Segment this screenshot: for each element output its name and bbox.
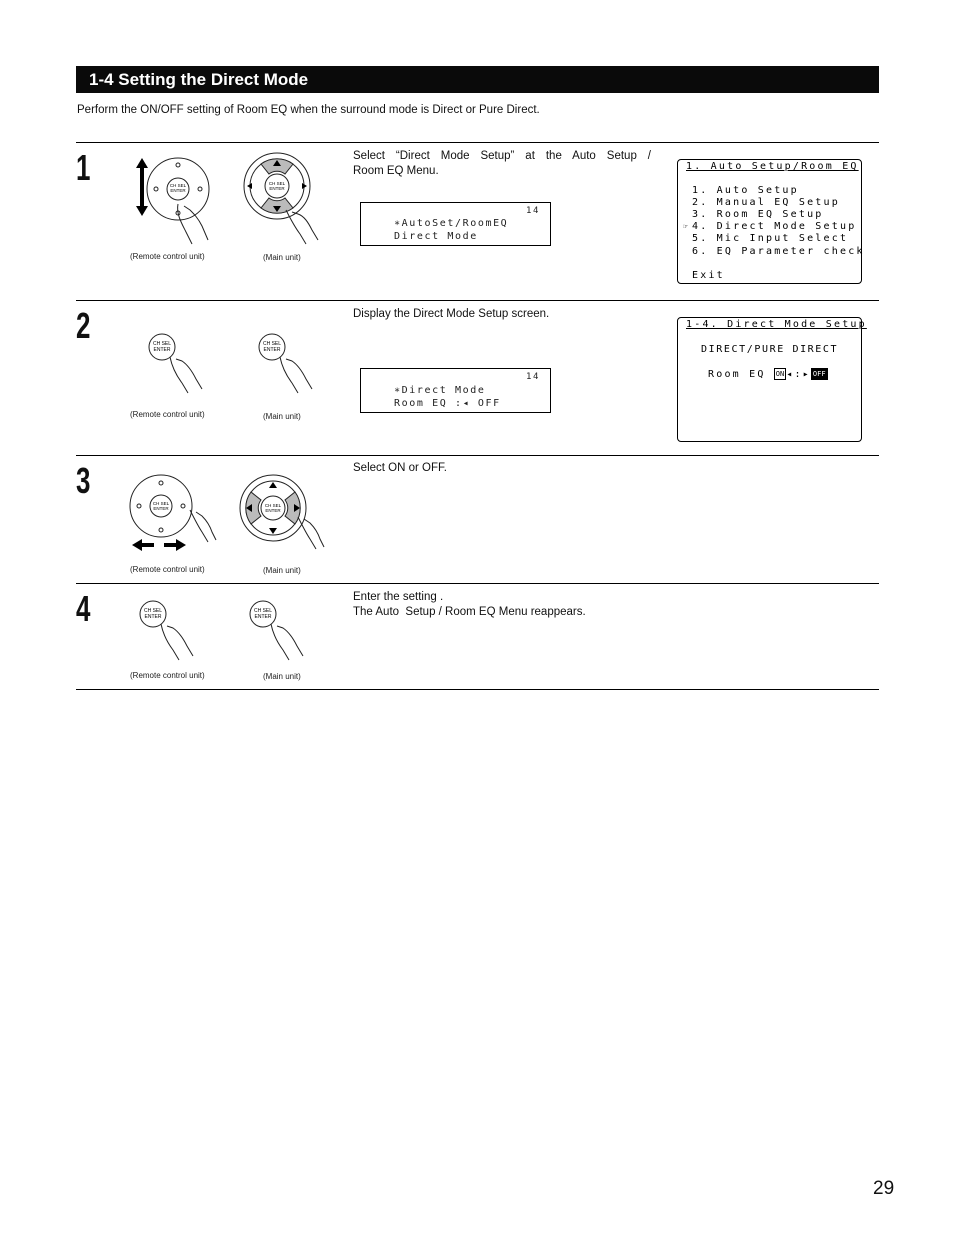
osd-menu-auto-setup bbox=[677, 159, 865, 284]
divider bbox=[76, 142, 879, 143]
display-number: 14 bbox=[525, 206, 540, 216]
button-label: ENTER bbox=[265, 508, 281, 513]
button-label: ENTER bbox=[170, 188, 186, 193]
main-unit-illustration bbox=[238, 473, 338, 573]
button-label: CH SEL bbox=[253, 608, 273, 614]
up-down-arrow-icon bbox=[136, 158, 148, 216]
osd-item: 5. Mic Input Select bbox=[692, 233, 849, 244]
button-label: ENTER bbox=[153, 347, 171, 353]
left-right-arrow-icon bbox=[132, 539, 186, 551]
main-enter-illustration bbox=[241, 592, 321, 672]
step-description: Display the Direct Mode Setup screen. bbox=[353, 308, 550, 320]
divider bbox=[76, 300, 879, 301]
front-display bbox=[360, 368, 551, 413]
button-label: ENTER bbox=[144, 614, 162, 620]
page-number: 29 bbox=[873, 1178, 895, 1199]
step-description: The Auto Setup / Room EQ Menu reappears. bbox=[353, 606, 586, 618]
button-label: ENTER bbox=[269, 186, 285, 191]
selector-arrows-icon: ◂:▸ bbox=[786, 369, 811, 380]
step-number: 1 bbox=[76, 147, 91, 188]
caption-remote: (Remote control unit) bbox=[130, 565, 205, 574]
divider bbox=[76, 689, 879, 690]
button-label: CH SEL bbox=[264, 503, 282, 508]
remote-control-illustration bbox=[124, 470, 224, 570]
osd-subtitle: DIRECT/PURE DIRECT bbox=[701, 344, 839, 355]
osd-room-eq-row bbox=[708, 368, 828, 380]
osd-item: 6. EQ Parameter check bbox=[692, 246, 865, 257]
osd-item: 1. Auto Setup bbox=[692, 185, 799, 196]
remote-enter-illustration bbox=[131, 592, 211, 672]
divider bbox=[76, 583, 879, 584]
osd-item: 3. Room EQ Setup bbox=[692, 209, 824, 220]
osd-title: 1-4. Direct Mode Setup bbox=[686, 319, 867, 330]
button-label: ENTER bbox=[254, 614, 272, 620]
front-display bbox=[360, 202, 551, 246]
hand-icon bbox=[190, 510, 216, 542]
pointer-icon: ☞ bbox=[683, 222, 691, 231]
caption-main: (Main unit) bbox=[263, 672, 301, 681]
step-description: Enter the setting . bbox=[353, 591, 444, 603]
osd-exit: Exit bbox=[692, 270, 725, 281]
osd-item-selected: 4. Direct Mode Setup bbox=[692, 221, 857, 232]
step-number: 3 bbox=[76, 460, 91, 501]
display-line: ∗Direct Mode bbox=[394, 385, 486, 396]
step-description: Select “Direct Mode Setup” at the Auto Setup / bbox=[353, 150, 651, 162]
caption-remote: (Remote control unit) bbox=[130, 671, 205, 680]
display-line: ∗AutoSet/RoomEQ bbox=[394, 218, 509, 229]
divider bbox=[76, 455, 879, 456]
button-label: CH SEL bbox=[152, 501, 170, 506]
caption-main: (Main unit) bbox=[263, 566, 301, 575]
main-enter-illustration bbox=[250, 325, 330, 410]
osd-item: Room EQ bbox=[708, 369, 766, 380]
button-label: CH SEL bbox=[143, 608, 163, 614]
step-description: Room EQ Menu. bbox=[353, 165, 439, 177]
hand-icon bbox=[271, 624, 303, 660]
caption-main: (Main unit) bbox=[263, 412, 301, 421]
step-number: 4 bbox=[76, 588, 91, 629]
button-label: CH SEL bbox=[152, 341, 172, 347]
on-option[interactable]: ON bbox=[775, 370, 785, 378]
button-label: ENTER bbox=[153, 506, 169, 511]
hand-icon bbox=[161, 624, 193, 660]
osd-item: 2. Manual EQ Setup bbox=[692, 197, 840, 208]
intro-text: Perform the ON/OFF setting of Room EQ when the surround mode is Direct or Pure Direct. bbox=[77, 104, 540, 116]
button-label: CH SEL bbox=[262, 341, 282, 347]
caption-remote: (Remote control unit) bbox=[130, 252, 205, 261]
osd-direct-mode-setup bbox=[677, 317, 867, 442]
display-line: Room EQ :◂ OFF bbox=[394, 398, 501, 409]
button-label: CH SEL bbox=[268, 181, 286, 186]
display-number: 14 bbox=[525, 372, 540, 382]
osd-title: 1. Auto Setup/Room EQ bbox=[686, 161, 859, 172]
button-label: ENTER bbox=[263, 347, 281, 353]
remote-enter-illustration bbox=[140, 325, 220, 410]
display-line: Direct Mode bbox=[394, 231, 478, 242]
button-label: CH SEL bbox=[169, 183, 187, 188]
step-number: 2 bbox=[76, 305, 91, 346]
hand-icon bbox=[280, 357, 312, 393]
hand-icon bbox=[170, 357, 202, 393]
main-unit-illustration bbox=[240, 152, 335, 252]
step-description: Select ON or OFF. bbox=[353, 462, 447, 474]
off-option[interactable]: OFF bbox=[812, 370, 826, 378]
caption-remote: (Remote control unit) bbox=[130, 410, 205, 419]
remote-control-illustration bbox=[128, 152, 223, 252]
section-title: 1-4 Setting the Direct Mode bbox=[76, 66, 879, 93]
caption-main: (Main unit) bbox=[263, 253, 301, 262]
